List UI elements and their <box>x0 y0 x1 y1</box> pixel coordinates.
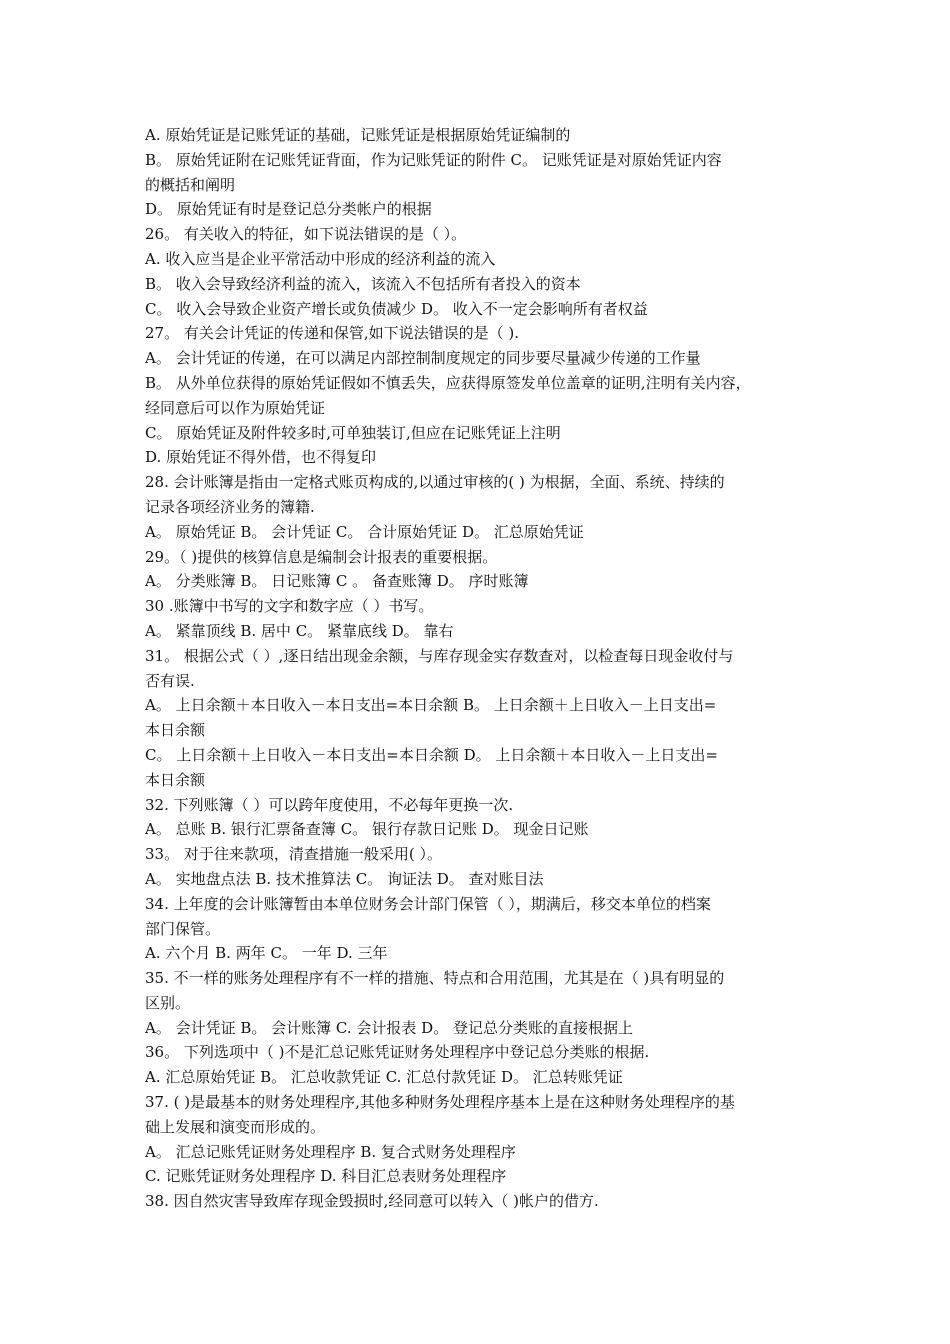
text-line: C。 收入会导致企业资产增长或负债减少 D。 收入不一定会影响所有者权益 <box>145 299 648 318</box>
text-line: A。 上日余额＋本日收入－本日支出=本日余额 B。 上日余额＋上日收入－上日支出= <box>145 696 717 715</box>
text-line: 34. 上年度的会计账簿暂由本单位财务会计部门保管（ ），期满后，移交本单位的档案 <box>145 894 711 913</box>
text-line: 32. 下列账簿（ ）可以跨年度使用，不必每年更换一次. <box>145 795 514 814</box>
text-line: C. 记账凭证财务处理程序 D. 科目汇总表财务处理程序 <box>145 1167 507 1186</box>
text-line: A. 六个月 B. 两年 C。 一年 D. 三年 <box>145 944 388 963</box>
text-line: B。 从外单位获得的原始凭证假如不慎丢失，应获得原签发单位盖章的证明,注明有关内容， <box>145 373 751 392</box>
text-line: 础上发展和演变而形成的。 <box>145 1117 326 1136</box>
text-line: A。 紧靠顶线 B. 居中 C。 紧靠底线 D。 靠右 <box>145 621 454 640</box>
text-line: A。 汇总记账凭证财务处理程序 B. 复合式财务处理程序 <box>145 1142 516 1161</box>
text-line: 29。（ )提供的核算信息是编制会计报表的重要根据。 <box>145 547 498 566</box>
text-line: 的概括和阐明 <box>145 175 236 194</box>
text-line: 38. 因自然灾害导致库存现金毁损时,经同意可以转入（ )帐户的借方. <box>145 1192 599 1211</box>
text-line: A。 原始凭证 B。 会计凭证 C。 合计原始凭证 D。 汇总原始凭证 <box>145 522 584 541</box>
text-line: A. 汇总原始凭证 B。 汇总收款凭证 C. 汇总付款凭证 D。 汇总转账凭证 <box>145 1068 623 1087</box>
text-line: 本日余额 <box>145 770 206 789</box>
text-line: 26。 有关收入的特征，如下说法错误的是（ ）。 <box>145 225 467 244</box>
text-line: 37. ( )是最基本的财务处理程序,其他多种财务处理程序基本上是在这种财务处理程序的基 <box>145 1093 735 1112</box>
text-line: 31。 根据公式（ ）,逐日结出现金余额，与库存现金实存数查对，以检查每日现金收付与 <box>145 646 734 665</box>
text-line: 记录各项经济业务的簿籍. <box>145 497 315 516</box>
text-line: 本日余额 <box>145 721 206 740</box>
text-line: D。 原始凭证有时是登记总分类帐户的根据 <box>145 200 432 219</box>
document-page <box>145 123 815 1214</box>
text-line: 27。 有关会计凭证的传递和保管,如下说法错误的是（ ). <box>145 324 520 343</box>
text-line: A. 原始凭证是记账凭证的基础，记账凭证是根据原始凭证编制的 <box>145 126 571 144</box>
text-line: A。 会计凭证 B。 会计账簿 C. 会计报表 D。 登记总分类账的直接根据上 <box>145 1018 633 1037</box>
text-line: 经同意后可以作为原始凭证 <box>145 398 326 417</box>
text-line: A。 会计凭证的传递，在可以满足内部控制制度规定的同步要尽量减少传递的工作量 <box>145 349 701 368</box>
text-line: A。 总账 B. 银行汇票备查簿 C。 银行存款日记账 D。 现金日记账 <box>145 820 589 839</box>
text-line: B。 收入会导致经济利益的流入，该流入不包括所有者投入的资本 <box>145 274 581 293</box>
text-line: B。 原始凭证附在记账凭证背面，作为记账凭证的附件 C。 记账凭证是对原始凭证内容 <box>145 150 722 169</box>
text-line: A. 收入应当是企业平常活动中形成的经济利益的流入 <box>145 249 496 268</box>
text-line: 28. 会计账簿是指由一定格式账页构成的,以通过审核的( ) 为根据，全面、系统、持续的 <box>145 473 725 492</box>
text-line: D. 原始凭证不得外借，也不得复印 <box>145 448 377 467</box>
text-line: 30 .账簿中书写的文字和数字应（ ）书写。 <box>145 597 434 616</box>
text-line: A。 实地盘点法 B. 技术推算法 C。 询证法 D。 查对账目法 <box>145 869 544 888</box>
text-line: 否有误. <box>145 671 195 690</box>
text-line: 33。 对于往来款项，清查措施一般采用( ）。 <box>145 845 442 864</box>
text-line: A。 分类账簿 B。 日记账簿 C 。 备查账簿 D。 序时账簿 <box>145 572 529 591</box>
text-line: 35. 不一样的账务处理程序有不一样的措施、特点和合用范围，尤其是在（ )具有明显的 <box>145 969 725 988</box>
text-line: 区别。 <box>145 993 191 1012</box>
text-line: 部门保管。 <box>145 919 221 938</box>
text-line: 36。 下列选项中（ )不是汇总记账凭证财务处理程序中登记总分类账的根据. <box>145 1043 650 1062</box>
text-line: C。 上日余额＋上日收入－本日支出=本日余额 D。 上日余额＋本日收入－上日支出= <box>145 745 718 764</box>
text-line: C。 原始凭证及附件较多时,可单独装订,但应在记账凭证上注明 <box>145 423 561 442</box>
